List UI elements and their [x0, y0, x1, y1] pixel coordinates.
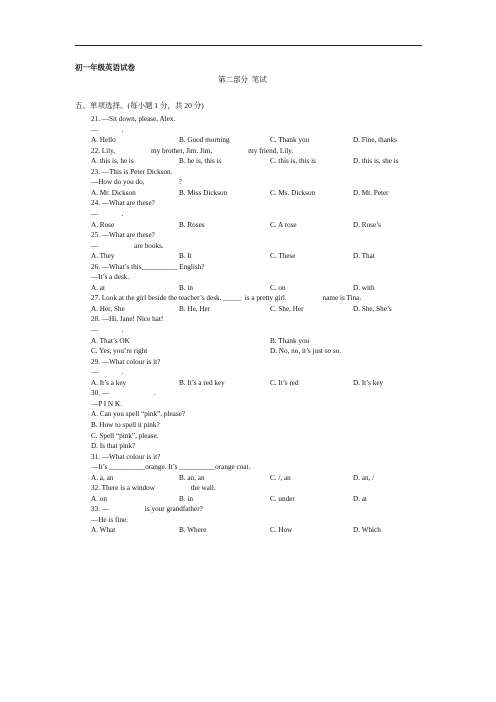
question-dialogue-line: —He is fine. — [91, 515, 128, 524]
part-title: 第二部分 笔试 — [218, 75, 267, 84]
question-stem: 25. —What are these? — [91, 231, 155, 240]
question-stem: 27. Look at the girl beside the teacher’s desk. _____ is a pretty girl. name is Tina. — [91, 294, 362, 303]
question-stem: 21. —Sit down, please, Alex. — [91, 115, 176, 123]
answer-option: D. Fine, thanks — [353, 136, 397, 145]
question-stem: 32. There is a window the wall. — [91, 484, 216, 493]
answer-option: C. Thank you — [270, 136, 310, 145]
question-stem: 26. —What’s this__________ English? — [91, 262, 205, 271]
answer-option: B. How to spell it pink? — [91, 420, 160, 429]
exam-title: 初一年级英语试卷 — [75, 63, 135, 72]
answer-option: C. Ms. Dickson — [270, 188, 316, 197]
answer-option: D. this is, she is — [353, 157, 399, 166]
answer-option: B. an, an — [179, 473, 205, 482]
question-stem: 31. —What colour is it? — [91, 452, 161, 461]
answer-option: C. under — [270, 494, 295, 503]
question-stem: 24. —What are these? — [91, 199, 155, 208]
question-dialogue-line: — . — [91, 368, 124, 377]
answer-option: A. What — [91, 526, 116, 535]
answer-option: A. Can you spell “pink”, please? — [91, 410, 186, 419]
answer-option: D. She, She’s — [353, 304, 392, 313]
answer-option: A. Hello — [91, 136, 116, 145]
answer-option: A. Mr. Dickson — [91, 188, 136, 197]
answer-option: B. Thank you — [270, 336, 310, 345]
answer-option: D. No, no, it’s just so so. — [270, 347, 342, 356]
answer-option: D. an, / — [353, 473, 375, 482]
answer-option: C. /, an — [270, 473, 291, 482]
answer-option: A. Rose — [91, 220, 115, 229]
answer-option: D. with — [353, 283, 375, 292]
answer-option: C. A rose — [270, 220, 297, 229]
answer-option: A. this is, he is — [91, 157, 134, 166]
question-dialogue-line: — . — [91, 125, 124, 134]
answer-option: C. How — [270, 526, 293, 535]
question-stem: 30. — . — [91, 389, 156, 398]
answer-option: C. Spell “pink”, please. — [91, 431, 159, 440]
section-title: 五、单项选择。(每小题 1 分，共 20 分) — [75, 101, 204, 110]
answer-option: C. this is, this is — [270, 157, 316, 166]
answer-option: A. They — [91, 252, 115, 261]
answer-option: A. It’s a key — [91, 378, 127, 387]
answer-option: D. Mr. Peter — [353, 188, 389, 197]
answer-option: A. a, an — [91, 473, 114, 482]
answer-option: B. Miss Dickson — [179, 188, 228, 197]
answer-option: B. He, Her — [179, 304, 211, 313]
question-dialogue-line: —It’s __________orange. It’s __________orange coat. — [91, 463, 251, 472]
answer-option: C. These — [270, 252, 296, 261]
answer-option: A. Her, She — [91, 304, 125, 313]
answer-option: C. Yes, you’re right — [91, 347, 148, 356]
answer-option: B. It — [179, 252, 192, 261]
answer-option: B. Where — [179, 526, 207, 535]
question-dialogue-line: —P I N K. — [91, 399, 122, 408]
question-stem: 23. —This is Peter Dickson. — [91, 167, 173, 176]
answer-option: A. at — [91, 283, 105, 292]
question-dialogue-line: —How do you do, ? — [91, 178, 182, 187]
answer-option: B. It’s a red key — [179, 378, 225, 387]
question-dialogue-line: —It’s a desk. — [91, 273, 130, 282]
answer-option: D. at — [353, 494, 367, 503]
answer-option: C. She, Her — [270, 304, 304, 313]
answer-option: C. It’s red — [270, 378, 299, 387]
answer-option: C. on — [270, 283, 286, 292]
header-rule — [75, 45, 422, 46]
question-stem: 29. —What colour is it? — [91, 357, 161, 366]
question-stem: 33. — is your grandfather? — [91, 505, 203, 514]
answer-option: D. That — [353, 252, 375, 261]
answer-option: D. Is that pink? — [91, 442, 136, 451]
answer-option: D. Rose’s — [353, 220, 381, 229]
answer-option: D. It’s key — [353, 378, 384, 387]
answer-option: D. Which — [353, 526, 381, 535]
answer-option: B. Good morning — [179, 136, 230, 145]
question-stem: 28. —Hi, Jane! Nice hat! — [91, 315, 164, 324]
answer-option: B. he is, this is — [179, 157, 222, 166]
answer-option: B. in — [179, 494, 193, 503]
answer-option: B. Roses — [179, 220, 205, 229]
question-dialogue-line: — . — [91, 326, 124, 334]
answer-option: B. in — [179, 283, 193, 292]
answer-option: A. on — [91, 494, 107, 503]
question-dialogue-line: — are books. — [91, 241, 164, 250]
question-stem: 22. Lily, my brother, Jim. Jim, my friend, Lily. — [91, 146, 294, 155]
answer-option: A. That’s OK — [91, 336, 130, 345]
question-dialogue-line: — . — [91, 209, 124, 218]
